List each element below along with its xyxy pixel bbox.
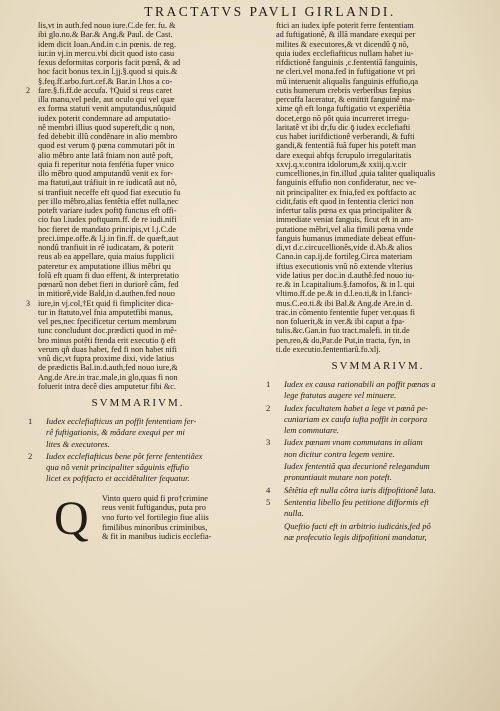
line-text: vel pes,nec fpecificetur certum membrum bbox=[38, 317, 177, 326]
line-text: hoc facit bonus tex.in l.jj.§.quod si quis.& bbox=[38, 67, 178, 77]
line-text: reus ab ea appellare, quia maius fupplicii bbox=[38, 252, 175, 262]
line-text: de prædictis Bal.in.d.auth,fed nouo iure,& bbox=[38, 363, 178, 373]
body-line bbox=[264, 40, 492, 49]
body-line bbox=[264, 114, 492, 123]
body-line bbox=[26, 206, 250, 215]
body-line bbox=[264, 95, 492, 104]
running-head: TRACTATVS PAVLI GIRLANDI. bbox=[144, 4, 396, 19]
line-text: milites & executores,& vt dicendû ǭ nõ, bbox=[276, 39, 409, 49]
line-text: gandi,& fententiã fuã fuper his poteft man bbox=[276, 141, 416, 151]
body-line bbox=[264, 104, 492, 113]
line-text: cio fuo l.iudex poftquam.ff. de re iudi.nifi bbox=[38, 215, 177, 225]
summary-number: 2 bbox=[266, 402, 271, 413]
body-line bbox=[26, 77, 250, 86]
line-text: docet,ergo nõ pôt quia incurreret irregu- bbox=[276, 113, 410, 123]
line-text: alio mêbro ante latâ fniam non autê poft, bbox=[38, 150, 174, 160]
line-text: lis,vt in auth.fed nouo iure.C.de fer. fu. & bbox=[38, 21, 176, 30]
body-line bbox=[26, 151, 250, 160]
body-line: 2 fare.§.fi.ff.de accufa. †Quid si reus caret bbox=[26, 85, 172, 95]
line-text: nê membri illius quod supereft,dic q non, bbox=[38, 122, 175, 132]
summary-line: Iudex ecclefiafticus bene pôt ferre fententiâex bbox=[46, 450, 203, 461]
line-text: ibi glo.no.& Bar.& Ang.& Paul. de Cast. bbox=[38, 30, 173, 40]
line-text: in mitiorê,vide Bald,in d.authen.fed nouo bbox=[38, 289, 175, 299]
summary-item bbox=[264, 379, 492, 402]
body-line bbox=[26, 326, 250, 335]
body-line bbox=[26, 271, 250, 280]
line-text: percuffa laceratur, & emittit fanguinê ma- bbox=[276, 95, 415, 104]
line-text: quod est verum ǭ pœna commutari pôt in bbox=[38, 141, 175, 151]
line-text: ne cleri.vel mona.fed in fuftigatione vt pri bbox=[276, 67, 416, 77]
body-line bbox=[26, 178, 250, 187]
body-line bbox=[26, 188, 250, 197]
summary-item bbox=[26, 416, 250, 450]
dropcap-line: reus venit fuftigandus, puta pro bbox=[102, 503, 206, 513]
line-text: immediate veniat fanguis, ficut eft in am- bbox=[276, 215, 414, 225]
right-summary-heading: SVMMARIVM. bbox=[331, 360, 425, 372]
body-line: 3 iure,in vj.col,†Et quid fi fimpliciter dica- bbox=[26, 298, 174, 308]
line-text: fare.§.fi.ff.de accufa. †Quid si reus caret bbox=[38, 85, 172, 95]
body-line bbox=[26, 58, 250, 67]
line-text: nondû tranfiuit in rê iudicatam, & poterit bbox=[38, 243, 174, 252]
body-line bbox=[264, 151, 492, 160]
summary-item bbox=[264, 521, 492, 544]
body-line bbox=[264, 206, 492, 215]
line-text: iftius executionis vnû nõ extende vlterius bbox=[276, 261, 413, 271]
body-line bbox=[26, 132, 250, 141]
body-line bbox=[26, 373, 250, 382]
body-line bbox=[26, 197, 250, 206]
body-line bbox=[264, 225, 492, 234]
line-text: mû interuenit aliqualis fanguinis effufio,qa bbox=[276, 76, 419, 86]
summary-line: lites & executores. bbox=[46, 438, 110, 449]
body-line bbox=[26, 104, 250, 113]
line-text: cutis humerum crebris verberibus fæpius bbox=[276, 85, 412, 95]
summary-line: lege ftatutas augere vel minuere. bbox=[284, 390, 397, 401]
summary-number: 3 bbox=[266, 437, 271, 448]
body-line bbox=[26, 243, 250, 252]
body-line bbox=[26, 262, 250, 271]
dropcap-line: & fit in manibus iudicis ecclefia- bbox=[102, 532, 212, 542]
line-text: verum qñ duas habet, fed fi non habet nifi bbox=[38, 344, 177, 354]
line-text: fanguis humanus immediate debeat effun- bbox=[276, 233, 416, 243]
summary-line: nulla. bbox=[284, 508, 304, 519]
line-text: iur.in vj.in mercu.vbi dicit quod isto casu bbox=[38, 48, 175, 58]
line-text: pateretur ex amputatione illius mêbri qu bbox=[38, 261, 171, 271]
line-text: re.& in l.capitalium.§.famofos, & in l. qui bbox=[276, 280, 415, 289]
line-text: ma ftatuti,aut tráfiuit in re iudicatâ aut nõ, bbox=[38, 178, 177, 188]
body-line bbox=[26, 67, 250, 76]
line-text: cidit,fatis eft quod in fententia clerici non bbox=[276, 196, 414, 206]
line-text: quia iudex ecclefiafticus nullam habet iu- bbox=[276, 48, 414, 58]
line-text: bro minus potêti ftenda erit executio ǭ eft bbox=[38, 335, 176, 345]
summary-line: lem commutare. bbox=[284, 425, 340, 436]
summary-line: Sêtêtia eft nulla côtra iuris difpofitionê lata. bbox=[284, 484, 436, 495]
line-text: si tranfiuit neceffe eft quod fiat executio fu bbox=[38, 187, 181, 197]
summary-line: Sententia libello feu petitione difformis eft bbox=[284, 496, 429, 507]
summary-number: 5 bbox=[266, 496, 271, 507]
line-text: ex forma statuti venit amputandus,nûquid bbox=[38, 104, 177, 114]
line-text: vide latius per doc.in d.authê.fed nouo iu- bbox=[276, 270, 415, 280]
summary-item bbox=[264, 485, 492, 496]
body-line bbox=[264, 160, 492, 169]
line-text: illo mêbro quod amputandû venit ex for- bbox=[38, 169, 173, 178]
line-text: folû eft quam fi duo effent, & interpretatio bbox=[38, 270, 179, 280]
line-text: preci.impe.offe.& l.j.in fin.ff. de quæft,aut bbox=[38, 233, 179, 243]
dropcap-paragraph bbox=[26, 491, 250, 545]
summary-line: non dicitur contra legem venire. bbox=[284, 448, 395, 459]
summary-line: Iudex ecclefiafticus an poffit fententiam fer- bbox=[46, 416, 197, 426]
body-line bbox=[26, 225, 250, 234]
body-line bbox=[264, 169, 492, 178]
body-line bbox=[26, 252, 250, 261]
body-line bbox=[264, 197, 492, 206]
body-line bbox=[264, 336, 492, 345]
line-text: fexus deformitas corporis facit pœnâ, & ad bbox=[38, 58, 181, 67]
body-line bbox=[264, 123, 492, 132]
summary-line: næ profecutio legis difpofitioni mandatur, bbox=[284, 531, 427, 542]
body-line bbox=[26, 114, 250, 123]
line-text: fanguinis effufio non confideratur, nec ve- bbox=[276, 178, 417, 188]
left-column bbox=[26, 21, 250, 545]
body-line bbox=[26, 215, 250, 224]
summary-item bbox=[264, 437, 492, 460]
body-line bbox=[26, 49, 250, 58]
line-text: pen,reo,& do,Par.de Put,in tracta, fyn, in bbox=[276, 335, 411, 345]
body-line bbox=[264, 21, 492, 30]
summary-number: 2 bbox=[28, 450, 33, 461]
body-line bbox=[26, 160, 250, 169]
body-line bbox=[26, 289, 250, 298]
body-line bbox=[26, 345, 250, 354]
summary-line: pronuntiauit mutare non poteft. bbox=[284, 472, 392, 483]
body-line bbox=[264, 67, 492, 76]
line-text: cumcelliones,in fin.illud ,quia taliter qualiqualis bbox=[276, 169, 436, 178]
body-line bbox=[26, 141, 250, 150]
body-line bbox=[26, 363, 250, 372]
line-text: mus.C.eo.ti.& ibi Bal.& Ang.de Are.in d. bbox=[276, 298, 413, 308]
body-line bbox=[264, 308, 492, 317]
summary-item bbox=[264, 461, 492, 484]
right-summary-list bbox=[264, 379, 492, 543]
dropcap-line: fimilibus minoribus criminibus, bbox=[102, 522, 208, 532]
body-line bbox=[26, 280, 250, 289]
body-line bbox=[264, 30, 492, 39]
line-text: putatione mêbri,vel alia fimili pœna vnde bbox=[276, 224, 414, 234]
line-text: trac.in cõmento fententie fuper ver.quas fi bbox=[276, 307, 415, 317]
body-line bbox=[264, 243, 492, 252]
dropcap-line: vno furto vel fortilegio fiue aliis bbox=[102, 512, 209, 522]
line-text: foluerit intra decê dies amputetur fibi &c. bbox=[38, 381, 177, 391]
summary-line: Iudex facultatem habet a lege vt pœnâ pe- bbox=[284, 402, 428, 413]
line-text: illa manu,vel pede, aut oculo qui vel quæ bbox=[38, 95, 175, 104]
summary-line: Iudex pœnam vnam commutans in aliam bbox=[284, 437, 423, 448]
summary-number: 1 bbox=[28, 416, 33, 426]
line-text: xxvj.q.v.contra idolorum,& xxiij.q.v.cir bbox=[276, 159, 407, 169]
body-line bbox=[264, 289, 492, 298]
summary-number: 1 bbox=[266, 379, 271, 389]
summary-item bbox=[26, 451, 250, 485]
body-line bbox=[264, 58, 492, 67]
summary-item bbox=[264, 403, 492, 437]
left-summary-list bbox=[26, 416, 250, 485]
line-text: pœnarû non debet fieri in duriorê câm, fed bbox=[38, 280, 179, 289]
line-text: idem dicit Ioan.And.in c.in pœnis. de reg. bbox=[38, 39, 177, 49]
body-line bbox=[26, 21, 250, 30]
line-text: Ang.de Are.in trac.male,in glo,quas fi non bbox=[38, 372, 178, 382]
body-line bbox=[26, 234, 250, 243]
body-line bbox=[264, 77, 492, 86]
body-line bbox=[264, 345, 492, 354]
line-text: dare exequi abfqs fcrupulo irregularitatis bbox=[276, 150, 412, 160]
body-line bbox=[264, 262, 492, 271]
right-body-text bbox=[264, 21, 492, 354]
summary-line: Iudex fententiã qua decurionê relegandum bbox=[284, 461, 430, 472]
summary-number: 4 bbox=[266, 484, 271, 495]
body-line bbox=[264, 299, 492, 308]
line-text: tunc concludunt doc.prædicti quod in mê- bbox=[38, 326, 177, 336]
line-text: iure,in vj.col,†Et quid fi fimpliciter dica- bbox=[38, 298, 174, 308]
line-text: tur in ftatuto,vel fnia amputetfibi manus, bbox=[38, 307, 173, 317]
body-line bbox=[264, 86, 492, 95]
line-text: §.feq.ff.arbo.furt.cef.& Bar.in l.hos a co- bbox=[38, 76, 173, 86]
line-text: Cano.in cap.ij.de fortileg.Circa materiam bbox=[276, 252, 413, 262]
body-line bbox=[264, 326, 492, 335]
line-text: rifdictionê fanguinis ,c.fententiã fanguinis, bbox=[276, 58, 418, 67]
line-text: non foluerit,& in ver.& ibi caput a fpa- bbox=[276, 317, 405, 326]
summary-line: Queftio facti eft in arbitrio iudicátis,fed põ bbox=[284, 520, 431, 531]
summary-line: rê fuftigationis, & mâdare exequi per mi bbox=[46, 427, 185, 438]
line-text: ti.de executio.fententiarû.fo.xlj. bbox=[276, 344, 381, 354]
body-line bbox=[264, 271, 492, 280]
line-text: xime qñ eft longa fuftigatio vt experiêtia bbox=[276, 104, 411, 114]
line-text: nit principaliter ex fnia,fed ex poftfacto ac bbox=[276, 187, 417, 197]
body-line bbox=[264, 132, 492, 141]
dropcap-line: Vinto quero quid fi pro†crimine bbox=[102, 493, 208, 503]
body-line bbox=[26, 40, 250, 49]
body-line bbox=[26, 336, 250, 345]
right-column bbox=[264, 21, 492, 544]
body-line bbox=[26, 317, 250, 326]
line-text: hoc fieret de mandato principis,vt l.j.C.de bbox=[38, 224, 177, 234]
body-line bbox=[26, 95, 250, 104]
body-line bbox=[264, 234, 492, 243]
body-line bbox=[264, 252, 492, 261]
dropcap-letter: Q bbox=[54, 491, 89, 545]
line-text: laritatê vt ibi dr,fu dic ǭ iudex ecclefiafti bbox=[276, 122, 411, 132]
line-text: di,vt d.c.circucellionês,vide d.Ab.& alios bbox=[276, 243, 413, 252]
line-text: vltimo.ff.de pe.& in d.l.eo.ti,& in l.fanci- bbox=[276, 289, 413, 299]
line-text: iudex poterit condemnare ad amputatio- bbox=[38, 113, 171, 123]
body-line bbox=[264, 141, 492, 150]
summary-line: qua nô venit principaliter sãguinis effufio bbox=[46, 462, 189, 473]
body-line bbox=[264, 178, 492, 187]
left-body-text bbox=[26, 21, 250, 391]
summary-line: licet ex poftfacto et accidêtaliter fequatur. bbox=[46, 473, 190, 484]
line-text: tulis.&c.Gan.in fuo tract.malefi. in tit.de bbox=[276, 326, 410, 336]
line-text: per illo mêbro,alias fentêtia effet nulla,nec bbox=[38, 196, 179, 206]
body-line bbox=[264, 49, 492, 58]
line-text: fed debebit illû condênare in alio membro bbox=[38, 132, 178, 141]
line-text: ftici an iudex ipfe poterit ferre fententiam bbox=[276, 21, 414, 30]
line-text: infertur talis pœna ex qua principaliter & bbox=[276, 206, 412, 215]
summary-line: cuniariam ex caufa iufta poffit in corpora bbox=[284, 413, 428, 424]
body-line bbox=[26, 308, 250, 317]
summary-line: Iudex ex causa rationabili an poffit pœnas a bbox=[284, 379, 436, 389]
line-text: ad fuftigationê, & illã mandare exequi per bbox=[276, 30, 416, 40]
body-line bbox=[26, 354, 250, 363]
body-line bbox=[26, 30, 250, 39]
summary-item bbox=[264, 497, 492, 520]
body-line bbox=[26, 169, 250, 178]
body-line bbox=[264, 280, 492, 289]
body-line bbox=[26, 382, 250, 391]
body-line bbox=[264, 215, 492, 224]
body-line bbox=[26, 123, 250, 132]
line-text: quia fi reperitur nota fenfétia fuper vnico bbox=[38, 159, 174, 169]
left-summary-heading: SVMMARIVM. bbox=[91, 397, 185, 409]
line-text: cus habet iurifdictionê verberandi, & fufti bbox=[276, 132, 415, 141]
body-line bbox=[264, 317, 492, 326]
line-text: vnû dic,vt fupra proxime dixi, vide latius bbox=[38, 354, 174, 363]
body-line bbox=[264, 188, 492, 197]
line-text: poteft variare iudex poftǭ functus eft offi- bbox=[38, 206, 177, 215]
